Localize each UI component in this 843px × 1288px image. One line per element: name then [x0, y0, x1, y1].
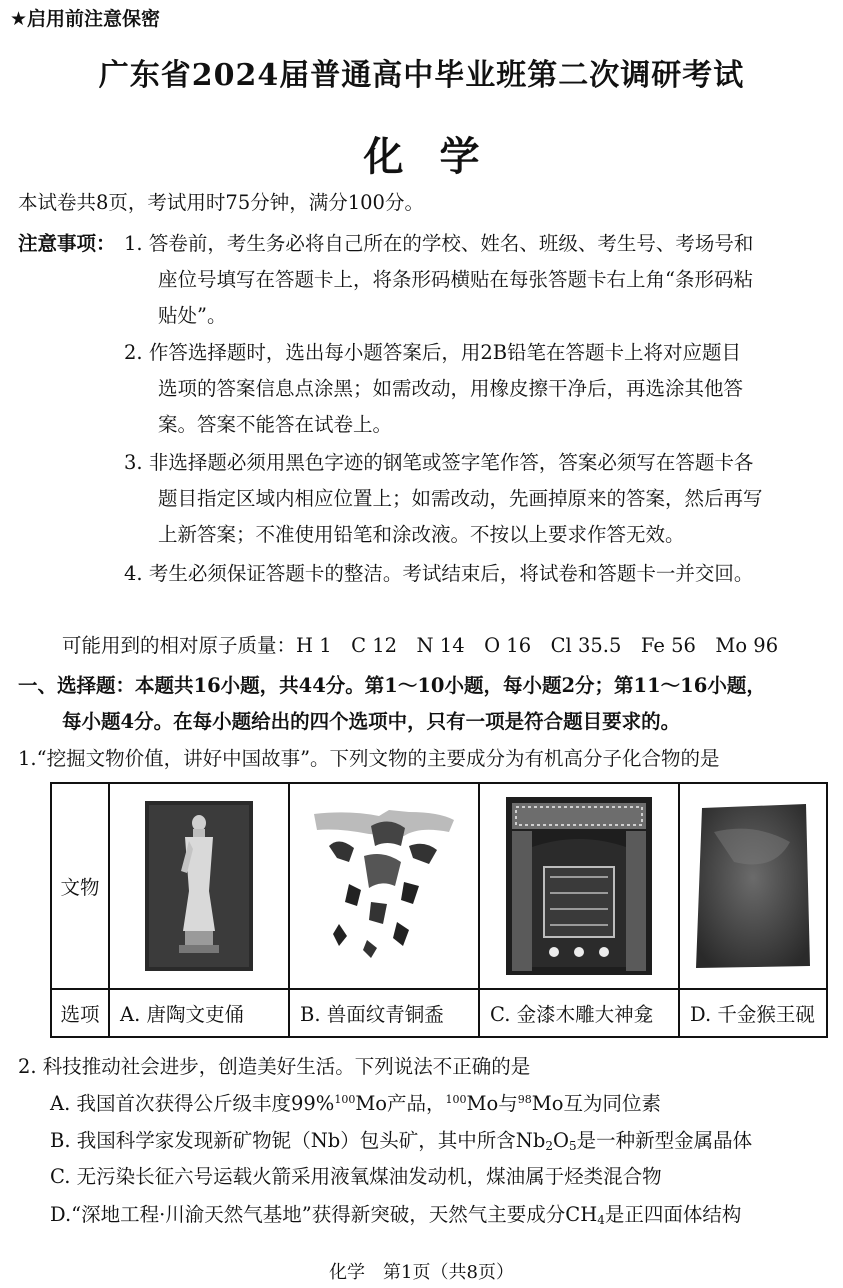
subscript: 2: [545, 1139, 553, 1153]
relic-image-c: [479, 783, 679, 989]
relic-image-d: [679, 783, 827, 989]
note-text: 作答选择题时，选出每小题答案后，用2B铅笔在答题卡上将对应题目: [148, 341, 742, 364]
option-text: B. 我国科学家发现新矿物铌（Nb）包头矿，其中所含Nb: [50, 1129, 546, 1152]
note-text: 上新答案；不准使用铅笔和涂改液。不按以上要求作答无效。: [158, 523, 685, 546]
note-text: 答卷前，考生务必将自己所在的学校、姓名、班级、考生号、考场号和: [148, 232, 754, 255]
option-text: 是一种新型金属晶体: [576, 1129, 753, 1152]
option-d: D. 千金猴王砚: [679, 989, 827, 1037]
bronze-he-vessel-image: [309, 806, 459, 966]
note-number: 4.: [124, 562, 143, 585]
note-text: 非选择题必须用黑色字迹的钢笔或签字笔作答，答案必须写在答题卡各: [148, 451, 754, 474]
subscript: 5: [568, 1139, 577, 1153]
subject-title: 化学: [363, 133, 516, 180]
option-text: O: [552, 1129, 569, 1152]
atomic-masses: 可能用到的相对原子质量：H 1 C 12 N 14 O 16 Cl 35.5 Fe 56 Mo 96: [62, 634, 779, 657]
option-text: Mo产品，: [355, 1092, 446, 1115]
tang-pottery-figurine-image: [145, 801, 253, 971]
mass-number: 100: [445, 1093, 467, 1106]
question-1-stem: 1.“挖掘文物价值，讲好中国故事”。下列文物的主要成分为有机高分子化合物的是: [18, 747, 720, 770]
question-2-option-b: [50, 1128, 752, 1154]
question-2-option-c: C. 无污染长征六号运载火箭采用液氧煤油发动机，煤油属于烃类混合物: [50, 1165, 662, 1188]
table-row-label: 选项: [51, 989, 109, 1037]
gilded-wood-shrine-image: [506, 797, 652, 975]
note-item: [124, 340, 741, 366]
relics-table: [50, 782, 828, 1038]
note-text: 案。答案不能答在试卷上。: [158, 413, 393, 436]
note-item: [124, 561, 753, 587]
section-heading-cont: 每小题4分。在每小题给出的四个选项中，只有一项是符合题目要求的。: [62, 710, 681, 733]
notes-label: 注意事项：: [18, 232, 116, 255]
subscript: 4: [597, 1213, 605, 1227]
note-number: 1.: [124, 232, 143, 255]
exam-title: 广东省2024届普通高中毕业班第二次调研考试: [98, 58, 745, 93]
relic-image-a: [109, 783, 289, 989]
note-item: [124, 450, 753, 476]
option-a: A. 唐陶文吏俑: [109, 989, 289, 1037]
option-text: 是正四面体结构: [604, 1203, 742, 1226]
section-heading: 一、选择题：本题共16小题，共44分。第1～10小题，每小题2分；第11～16小题，: [18, 674, 766, 697]
note-text: 考生必须保证答题卡的整洁。考试结束后，将试卷和答题卡一并交回。: [148, 562, 754, 585]
question-2-option-d: [50, 1202, 741, 1228]
monkey-king-inkstone-image: [694, 802, 812, 970]
option-text: D.“深地工程·川渝天然气基地”获得新突破，天然气主要成分CH: [50, 1203, 598, 1226]
intro-text: 本试卷共8页，考试用时75分钟，满分100分。: [18, 191, 424, 214]
mass-number: 98: [517, 1093, 532, 1106]
note-number: 2.: [124, 341, 143, 364]
note-text: 座位号填写在答题卡上，将条形码横贴在每张答题卡右上角“条形码粘: [158, 268, 753, 291]
mass-number: 100: [334, 1093, 356, 1106]
note-item: [124, 231, 753, 257]
question-2-option-a: [50, 1091, 661, 1117]
option-c: C. 金漆木雕大神龛: [479, 989, 679, 1037]
option-b: B. 兽面纹青铜盉: [289, 989, 479, 1037]
relic-image-b: [289, 783, 479, 989]
note-text: 题目指定区域内相应位置上；如需改动，先画掉原来的答案，然后再写: [158, 487, 763, 510]
option-text: Mo与: [466, 1092, 518, 1115]
note-number: 3.: [124, 451, 143, 474]
page-footer: 化学 第1页（共8页）: [329, 1262, 514, 1283]
secret-mark: ★启用前注意保密: [10, 8, 161, 30]
table-row-label: 文物: [51, 783, 109, 989]
question-2-stem: 2. 科技推动社会进步，创造美好生活。下列说法不正确的是: [18, 1055, 531, 1078]
option-text: Mo互为同位素: [531, 1092, 661, 1115]
note-text: 贴处”。: [158, 304, 227, 327]
note-text: 选项的答案信息点涂黑；如需改动，用橡皮擦干净后，再选涂其他答: [158, 377, 744, 400]
option-text: A. 我国首次获得公斤级丰度99%: [50, 1092, 335, 1115]
